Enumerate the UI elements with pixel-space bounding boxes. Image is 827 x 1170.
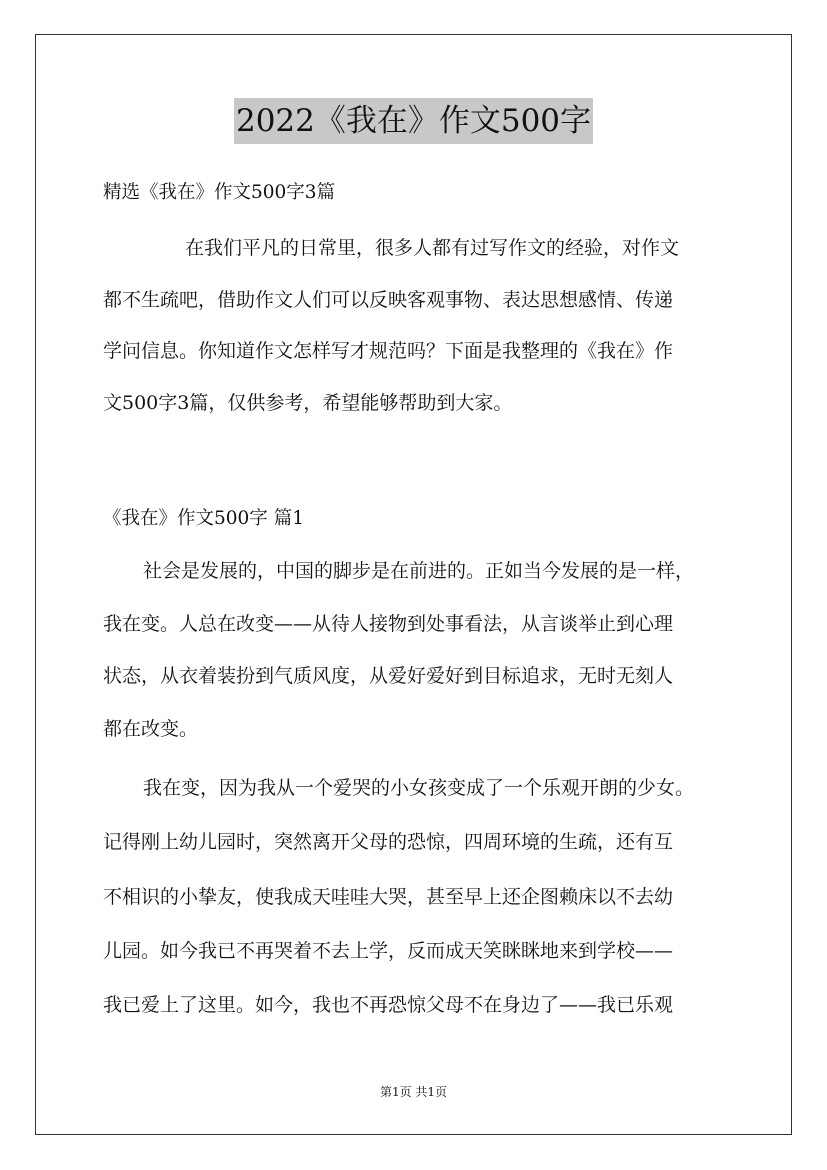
paragraph-2 bbox=[103, 773, 733, 1044]
document-subtitle: 精选《我在》作文500字3篇 bbox=[103, 182, 336, 203]
intro-line: 文500字3篇，仅供参考，希望能够帮助到大家。 bbox=[103, 391, 513, 414]
document-title: 2022《我在》作文500字 bbox=[234, 98, 593, 144]
paragraph-line: 我已爱上了这里。如今，我也不再恐惊父母不在身边了——我已乐观 bbox=[103, 994, 674, 1017]
intro-line: 学问信息。你知道作文怎样写才规范吗？下面是我整理的《我在》作 bbox=[103, 340, 674, 362]
intro-line: 在我们平凡的日常里，很多人都有过写作文的经验，对作文 bbox=[185, 237, 680, 259]
paragraph-line: 记得刚上幼儿园时，突然离开父母的恐惊，四周环境的生疏，还有互 bbox=[103, 831, 674, 854]
paragraph-line: 儿园。如今我已不再哭着不去上学，反而成天笑眯眯地来到学校—— bbox=[103, 939, 674, 962]
paragraph-line: 状态，从衣着装扮到气质风度，从爱好爱好到目标追求，无时无刻人 bbox=[103, 665, 674, 687]
intro-line: 都不生疏吧，借助作文人们可以反映客观事物、表达思想感情、传递 bbox=[103, 288, 674, 311]
paragraph-1 bbox=[103, 556, 733, 766]
paragraph-line: 社会是发展的，中国的脚步是在前进的。正如当今发展的是一样， bbox=[143, 560, 695, 582]
paragraph-line: 我在变。人总在改变——从待人接物到处事看法，从言谈举止到心理 bbox=[103, 612, 674, 635]
intro-paragraph bbox=[103, 233, 733, 439]
paragraph-line: 都在改变。 bbox=[103, 717, 199, 740]
paragraph-line: 不相识的小挚友，使我成天哇哇大哭，甚至早上还企图赖床以不去幼 bbox=[103, 885, 674, 908]
title-container bbox=[0, 98, 827, 144]
paragraph-line: 我在变，因为我从一个爱哭的小女孩变成了一个乐观开朗的少女。 bbox=[143, 777, 695, 799]
section-heading: 《我在》作文500字 篇1 bbox=[103, 508, 304, 529]
page-footer: 第1页 共1页 bbox=[379, 1085, 448, 1099]
